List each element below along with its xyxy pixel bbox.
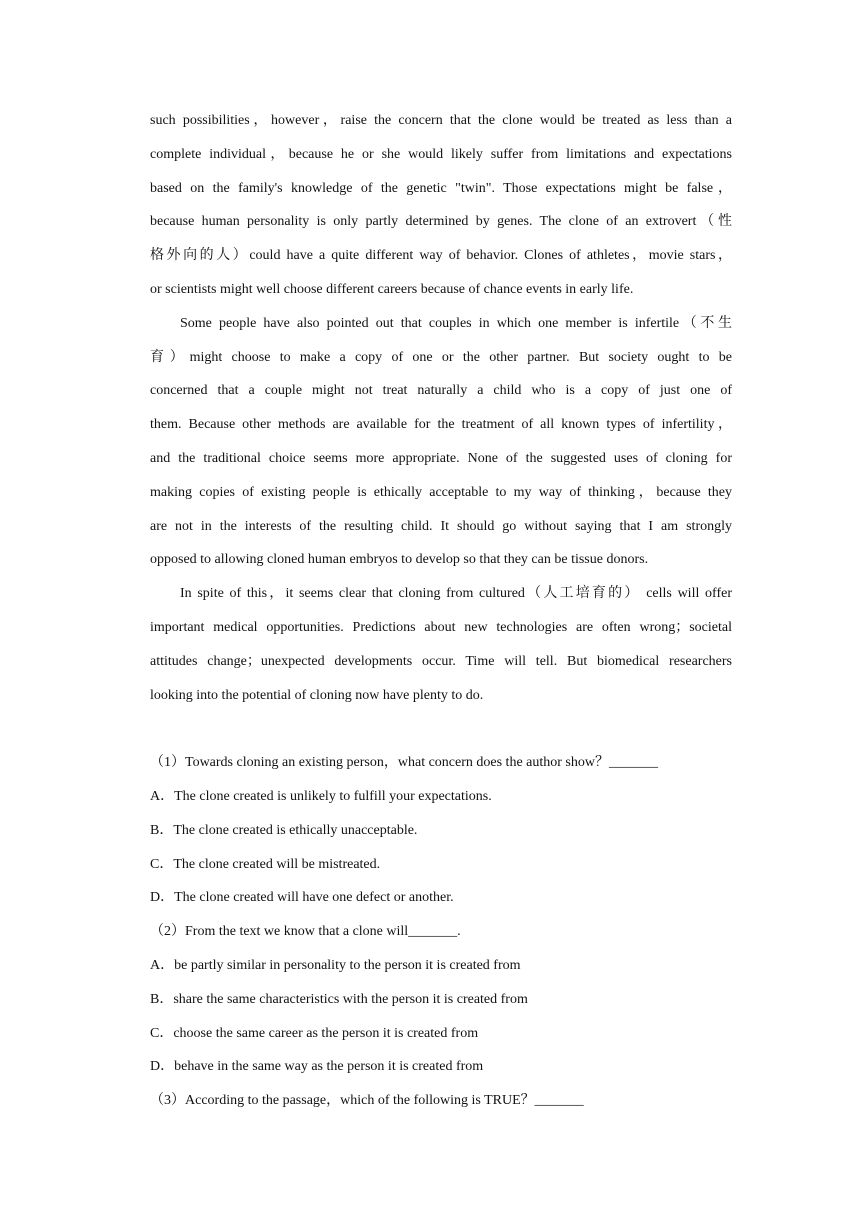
question-1 [150,746,732,915]
text-line: looking into the potential of cloning now have plenty to do. [150,687,484,703]
text-line: 格外向的人）could have a quite different way of behavior. Clones of athletes，movie stars， [150,248,732,264]
answer-option-c[interactable]: C．choose the same career as the person it is created from [150,1025,479,1041]
paragraph-1 [150,104,732,307]
question-stem: （3）According to the passage，which of the following is TRUE？_______ [150,1093,584,1109]
answer-option-c[interactable]: C．The clone created will be mistreated. [150,856,381,872]
text-line: important medical opportunities. Predictions about new technologies are often wrong；societal [150,619,732,635]
question-stem: （1）Towards cloning an existing person，what concern does the author show？_______ [150,755,658,771]
text-line: such possibilities，however，raise the concern that the clone would be treated as less than a [150,113,732,128]
text-line: concerned that a couple might not treat naturally a child who is a copy of just one of [150,383,732,399]
text-line: attitudes change；unexpected developments occur. Time will tell. But biomedical researchers [150,653,732,669]
paragraph-3 [150,577,732,712]
text-line: based on the family's knowledge of the genetic "twin". Those expectations might be false， [150,180,732,196]
text-line: opposed to allowing cloned human embryos to develop so that they can be tissue donors. [150,552,649,568]
text-line: 育）might choose to make a copy of one or the other partner. But society ought to be [150,349,732,365]
answer-option-b[interactable]: B．share the same characteristics with the person it is created from [150,991,528,1007]
paragraph-2 [150,307,732,577]
text-line: and the traditional choice seems more appropriate. None of the suggested uses of cloning for [150,450,732,466]
text-line: In spite of this，it seems clear that cloning from cultured（人工培育的） cells will offer [180,586,732,602]
answer-option-d[interactable]: D．behave in the same way as the person it is created from [150,1059,484,1075]
document-page [150,104,732,1118]
question-3 [150,1084,732,1118]
answer-option-b[interactable]: B．The clone created is ethically unacceptable. [150,822,418,838]
text-line: Some people have also pointed out that couples in which one member is infertile（不生 [180,315,732,331]
text-line: are not in the interests of the resulting child. It should go without saying that I am strongly [150,518,732,534]
answer-option-a[interactable]: A．be partly similar in personality to the person it is created from [150,957,521,973]
question-2 [150,915,732,1084]
text-line: them. Because other methods are available for the treatment of all known types of infertility， [150,417,732,433]
text-line: making copies of existing people is ethically acceptable to my way of thinking，because they [150,484,732,500]
answer-option-a[interactable]: A．The clone created is unlikely to fulfill your expectations. [150,788,492,804]
text-line: because human personality is only partly determined by genes. The clone of an extrovert（性 [150,214,732,230]
text-line: or scientists might well choose different careers because of chance events in early life. [150,281,634,297]
answer-option-d[interactable]: D．The clone created will have one defect or another. [150,890,454,906]
question-stem: （2）From the text we know that a clone will_______. [150,924,461,940]
text-line: complete individual，because he or she would likely suffer from limitations and expectations [150,146,732,162]
paragraph-gap [150,712,732,746]
